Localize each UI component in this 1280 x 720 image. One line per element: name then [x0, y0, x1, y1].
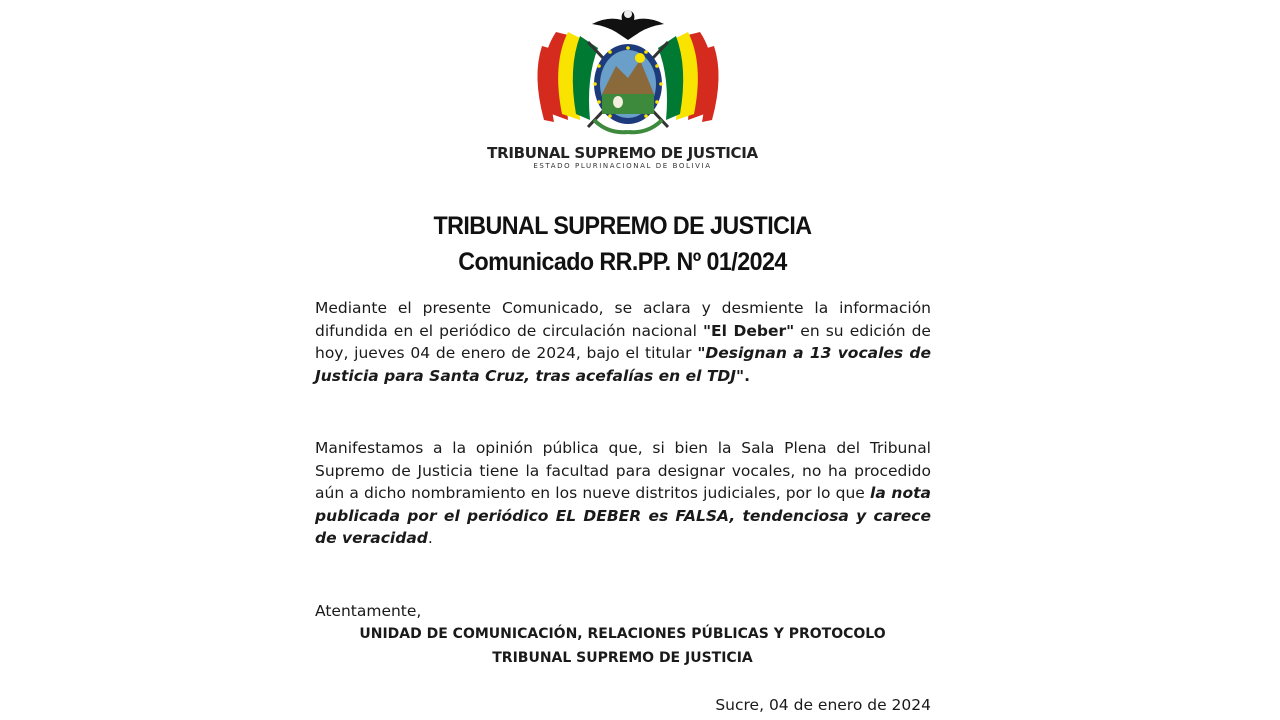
salutation: Atentamente,: [315, 602, 422, 620]
paragraph-2: [315, 437, 931, 550]
document-number: Comunicado RR.PP. Nº 01/2024: [458, 248, 787, 276]
left-flags: [537, 32, 598, 122]
signing-institution: TRIBUNAL SUPREMO DE JUSTICIA: [492, 650, 753, 666]
condor-icon: [592, 10, 664, 40]
coat-of-arms: [528, 2, 728, 142]
p1-text-2: en su edición de hoy, jueves 04 de enero de 2024, bajo el titular: [315, 321, 931, 362]
place-date: Sucre, 04 de enero de 2024: [715, 696, 931, 714]
institution-subtitle: ESTADO PLURINACIONAL DE BOLIVIA: [533, 162, 712, 170]
p1-headline: "Designan a 13 vocales de Justicia para Santa Cruz, tras acefalías en el TDJ": [315, 344, 931, 385]
institution-name: TRIBUNAL SUPREMO DE JUSTICIA: [487, 144, 758, 162]
p2-emphasis: la nota publicada por el periódico EL DEBER es FALSA, tendenciosa y carece de veracidad: [315, 484, 931, 547]
p2-period: .: [427, 529, 433, 547]
p2-text-1: Manifestamos a la opinión pública que, si bien la Sala Plena del Tribunal Supremo de Justicia tiene la facultad para designar vocales, no ha procedido aún a dicho nombramiento en los nueve distritos judiciales, por lo que: [315, 439, 931, 502]
p1-period: .: [744, 366, 750, 385]
bolivia-coat-of-arms-icon: [528, 2, 728, 142]
p1-text-1: Mediante el presente Comunicado, se aclara y desmiente la información difundida en el periódico de circulación nacional: [315, 299, 931, 340]
document-title: TRIBUNAL SUPREMO DE JUSTICIA: [433, 212, 812, 240]
signing-unit: UNIDAD DE COMUNICACIÓN, RELACIONES PÚBLICAS Y PROTOCOLO: [359, 626, 886, 642]
paragraph-1: [315, 297, 931, 387]
p1-newspaper-name: "El Deber": [702, 321, 795, 340]
right-flags: [658, 32, 719, 122]
